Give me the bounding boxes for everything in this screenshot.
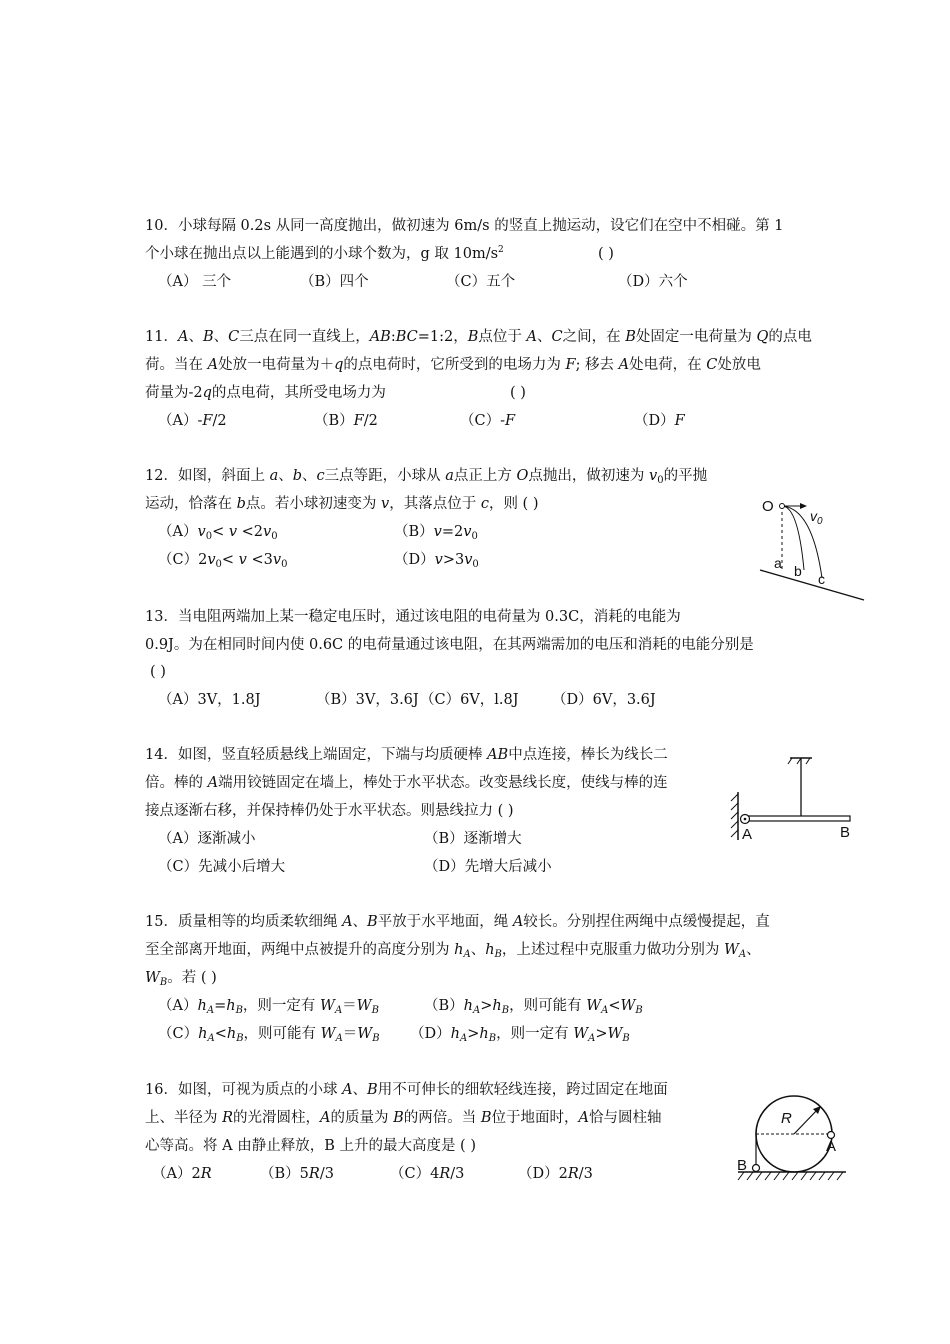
text-segment: Q: [756, 329, 769, 345]
q11-option-c: [460, 411, 515, 431]
text-segment: AB: [487, 747, 509, 763]
text-segment: h: [226, 998, 236, 1014]
text-segment: h: [450, 1026, 460, 1042]
q13-line-1: 13．当电阻两端加上某一稳定电压时，通过该电阻的电荷量为 0.3C，消耗的电能为: [145, 609, 681, 625]
text-segment: B: [494, 949, 502, 960]
text-segment: R: [200, 1166, 212, 1182]
text-segment: q: [202, 385, 212, 401]
q16-option-b: [260, 1164, 334, 1184]
text-segment: A: [601, 1005, 609, 1016]
text-segment: B: [393, 1110, 404, 1126]
text-segment: B: [367, 1082, 378, 1098]
label-a: a: [774, 555, 782, 571]
velocity-arrowhead: [800, 503, 807, 509]
q12-line-2: [145, 494, 539, 514]
text-segment: 0: [281, 559, 288, 570]
text-segment: 0: [271, 531, 278, 542]
text-segment: A: [459, 1033, 468, 1044]
text-segment: 12．如图，斜面上: [145, 468, 270, 484]
text-segment: 点。若小球初速变为: [245, 496, 382, 512]
q10-line-2-text: 个小球在抛出点以上能遇到的小球个数为，g 取 10m/s: [145, 246, 499, 262]
text-segment: 的点电: [768, 329, 812, 345]
text-segment: A: [526, 329, 538, 345]
q10-line-2-sup: 2: [498, 245, 504, 255]
q15-line-1: [145, 912, 770, 932]
text-segment: =1:2，: [417, 329, 468, 345]
q15-option-a: [158, 996, 379, 1016]
q15-option-c: [158, 1024, 380, 1044]
text-segment: 0: [471, 531, 478, 542]
text-segment: W: [320, 1026, 336, 1042]
q11-line-1: [145, 327, 812, 347]
text-segment: W: [724, 942, 739, 958]
text-segment: B: [622, 1033, 630, 1044]
text-segment: h: [485, 942, 495, 958]
text-segment: ＝: [342, 998, 357, 1014]
text-segment: v: [649, 468, 658, 484]
wall-hatch-4: [731, 821, 738, 828]
text-segment: W: [573, 1026, 589, 1042]
text-segment: >3: [442, 552, 465, 568]
text-segment: B: [367, 914, 378, 930]
text-segment: B: [480, 1110, 492, 1126]
label-o: O: [762, 498, 774, 515]
text-segment: （A）: [158, 524, 198, 540]
text-segment: v: [381, 496, 390, 512]
q13-option-d: （D）6V，3.6J: [552, 692, 656, 708]
label-r: R: [781, 1110, 792, 1127]
text-segment: B: [236, 1033, 244, 1044]
text-segment: a: [269, 468, 279, 484]
text-segment: A: [207, 775, 219, 791]
text-segment: ，上述过程中克服重力做功分别为: [501, 942, 724, 958]
ceiling-hatch-3: [806, 758, 810, 764]
text-segment: W: [145, 970, 160, 986]
q13-option-a: （A）3V，1.8J: [158, 692, 261, 708]
text-segment: 处放电: [717, 357, 761, 373]
text-segment: 0: [657, 475, 664, 486]
text-segment: R: [222, 1110, 234, 1126]
text-segment: v: [463, 524, 472, 540]
q14-option-a: （A）逐渐减小: [158, 831, 256, 847]
q16-option-a: [152, 1164, 212, 1184]
q12-incline-figure: [752, 490, 872, 605]
text-segment: F: [202, 413, 213, 429]
text-segment: B: [488, 1033, 497, 1044]
q12-option-d: [394, 550, 479, 570]
q12-option-c: [158, 550, 287, 570]
text-segment: <3: [246, 552, 273, 568]
text-segment: （D）: [634, 413, 675, 429]
text-segment: R: [439, 1166, 451, 1182]
q14-rod-figure: [728, 752, 858, 848]
text-segment: ，则可能有: [509, 998, 587, 1014]
text-segment: >: [467, 1026, 480, 1042]
text-segment: 、: [278, 468, 293, 484]
text-segment: 0: [472, 559, 479, 570]
text-segment: B: [501, 1005, 510, 1016]
text-segment: R: [567, 1166, 579, 1182]
text-segment: 16．如图，可视为质点的小球: [145, 1082, 343, 1098]
text-segment: 0: [215, 559, 222, 570]
q12-line-1: [145, 466, 707, 486]
text-segment: W: [357, 1026, 373, 1042]
text-segment: 14．如图，竖直轻质悬线上端固定，下端与均质硬棒: [145, 747, 488, 763]
text-segment: v: [272, 552, 282, 568]
q14-line-2: [145, 773, 668, 793]
text-segment: :: [390, 329, 396, 345]
wall-hatch-3: [731, 812, 738, 819]
text-segment: 恰与圆柱轴: [589, 1110, 662, 1126]
text-segment: 15．质量相等的均质柔软细绳: [145, 914, 343, 930]
text-segment: （C）-: [460, 413, 505, 429]
text-segment: 的点电荷，其所受电场力为: [211, 385, 386, 401]
text-segment: <: [214, 1026, 227, 1042]
text-segment: B: [635, 1005, 643, 1016]
text-segment: 的平抛: [663, 468, 708, 484]
label-b: b: [794, 563, 802, 579]
wall-hatch-5: [731, 830, 738, 837]
text-segment: 三点等距，小球从: [324, 468, 446, 484]
q14-option-d: （D）先增大后减小: [424, 859, 552, 875]
text-segment: ; 移去: [575, 357, 619, 373]
wall-hatch-1: [731, 794, 738, 801]
text-segment: 、: [352, 914, 368, 930]
text-segment: R: [308, 1166, 320, 1182]
q15-line-2: [145, 940, 761, 960]
text-segment: A: [177, 329, 189, 345]
text-segment: 0: [205, 531, 213, 542]
text-segment: /2: [363, 413, 378, 429]
q11-line-2: [145, 355, 761, 375]
text-segment: W: [586, 998, 602, 1014]
text-segment: 、: [470, 942, 486, 958]
text-segment: 、: [746, 942, 761, 958]
text-segment: （C）4: [390, 1166, 440, 1182]
label-c: c: [818, 571, 825, 587]
q11-option-a: [158, 411, 227, 431]
q12-option-b: [394, 522, 478, 542]
text-segment: C: [228, 329, 240, 345]
q11-bracket: ( ): [510, 385, 526, 401]
rod-ab: [744, 816, 850, 821]
text-segment: A: [512, 914, 524, 930]
text-segment: A: [335, 1033, 343, 1044]
text-segment: （B）5: [260, 1166, 309, 1182]
q16-option-d: [518, 1164, 593, 1184]
text-segment: F: [565, 357, 576, 373]
text-segment: <: [608, 998, 621, 1014]
text-segment: 荷量为-2: [145, 385, 203, 401]
q14-line-3: 接点逐渐右移，并保持棒仍处于水平状态。则悬线拉力 ( ): [145, 803, 514, 819]
text-segment: 的光滑圆柱，: [233, 1110, 321, 1126]
text-segment: 中点连接，棒长为线长二: [508, 747, 668, 763]
text-segment: A: [342, 914, 353, 930]
text-segment: A: [588, 1033, 596, 1044]
wall-hatch-2: [731, 803, 738, 810]
text-segment: /3: [319, 1166, 334, 1182]
text-segment: 倍。棒的: [145, 775, 208, 791]
text-segment: O: [516, 468, 529, 484]
text-segment: ，其落点位于: [389, 496, 481, 512]
text-segment: >: [480, 998, 493, 1014]
hinge-a-dot: [744, 818, 747, 821]
text-segment: 处电荷，在: [629, 357, 707, 373]
text-segment: F: [353, 413, 364, 429]
text-segment: A: [320, 1110, 331, 1126]
text-segment: b: [292, 468, 303, 484]
q16-line-3: 心等高。将 A 由静止释放，B 上升的最大高度是 ( ): [145, 1138, 476, 1154]
text-segment: （C）2: [158, 552, 208, 568]
text-segment: （B）: [424, 998, 464, 1014]
text-segment: <2: [237, 524, 264, 540]
text-segment: A: [578, 1110, 590, 1126]
text-segment: 运动，恰落在: [145, 496, 237, 512]
text-segment: （C）: [158, 1026, 199, 1042]
text-segment: F: [505, 413, 516, 429]
text-segment: （B）: [394, 524, 434, 540]
radius-arrow: [794, 1108, 819, 1134]
text-segment: A: [618, 357, 630, 373]
text-segment: ，则可能有: [243, 1026, 321, 1042]
text-segment: q: [334, 357, 344, 373]
text-segment: B: [371, 1005, 379, 1016]
q13-option-b: （B）3V，3.6J: [316, 692, 419, 708]
text-segment: 平放于水平地面，绳: [377, 914, 513, 930]
text-segment: 较长。分别捏住两绳中点缓慢提起，直: [523, 914, 770, 930]
text-segment: 处放一电荷量为＋: [218, 357, 335, 373]
text-segment: ，则 ( ): [488, 496, 539, 512]
q15-line-3: [145, 968, 217, 988]
text-segment: h: [463, 998, 473, 1014]
text-segment: c: [316, 468, 325, 484]
q10-bracket: ( ): [598, 246, 614, 262]
q11-option-d: [634, 411, 685, 431]
text-segment: （D）: [394, 552, 435, 568]
q13-option-c: （C）6V，l.8J: [420, 692, 519, 708]
text-segment: 位于地面时，: [491, 1110, 579, 1126]
text-segment: h: [479, 1026, 489, 1042]
text-segment: /3: [450, 1166, 465, 1182]
text-segment: （A）-: [158, 413, 203, 429]
text-segment: A: [342, 1082, 353, 1098]
text-segment: 、: [352, 1082, 368, 1098]
text-segment: B: [159, 977, 168, 988]
text-segment: C: [551, 329, 563, 345]
text-segment: 处固定一电荷量为: [635, 329, 757, 345]
text-segment: 、: [213, 329, 229, 345]
q14-option-b: （B）逐渐增大: [424, 831, 522, 847]
q10-line-2: [145, 244, 504, 264]
text-segment: A: [207, 1033, 215, 1044]
text-segment: 、: [188, 329, 203, 345]
text-segment: W: [607, 1026, 623, 1042]
text-segment: v: [197, 524, 206, 540]
q11-option-b: [314, 411, 378, 431]
text-segment: W: [620, 998, 636, 1014]
text-segment: W: [320, 998, 335, 1014]
text-segment: 的两倍。当: [403, 1110, 481, 1126]
q15-option-d: [410, 1024, 630, 1044]
text-segment: 端用铰链固定在墙上，棒处于水平状态。改变悬线长度，使线与棒的连: [218, 775, 668, 791]
q13-line-2: 0.9J。为在相同时间内使 0.6C 的电荷量通过该电阻，在其两端需加的电压和消耗的电能分别是: [145, 637, 754, 653]
text-segment: h: [492, 998, 502, 1014]
text-segment: 的质量为: [330, 1110, 394, 1126]
text-segment: v: [433, 524, 442, 540]
label-a: A: [742, 826, 753, 843]
text-segment: BC: [395, 329, 418, 345]
text-segment: （B）: [314, 413, 354, 429]
text-segment: h: [226, 1026, 237, 1042]
text-segment: a: [445, 468, 454, 484]
text-segment: W: [356, 998, 372, 1014]
q16-cylinder-figure: [734, 1088, 850, 1184]
text-segment: B: [372, 1033, 380, 1044]
text-segment: 11．: [145, 329, 178, 345]
text-segment: <: [221, 552, 239, 568]
text-segment: h: [197, 998, 207, 1014]
q10-option-d: （D）六个: [618, 274, 688, 290]
q13-line-3: ( ): [150, 664, 166, 680]
q16-line-1: [145, 1080, 668, 1100]
text-segment: AB: [369, 329, 391, 345]
text-segment: v: [434, 552, 443, 568]
text-segment: v: [228, 524, 238, 540]
text-segment: 点正上方: [453, 468, 517, 484]
text-segment: 的点电荷时，它所受到的电场力为: [343, 357, 566, 373]
label-b: B: [737, 1157, 748, 1174]
q10-line-1: 10．小球每隔 0.2s 从同一高度抛出，做初速为 6m/s 的竖直上抛运动，设它们在空中不相碰。第 1: [145, 218, 784, 234]
text-segment: <: [212, 524, 229, 540]
text-segment: v: [238, 552, 247, 568]
text-segment: B: [625, 329, 636, 345]
text-segment: h: [198, 1026, 208, 1042]
q12-option-a: [158, 522, 278, 542]
text-segment: ，则一定有: [242, 998, 321, 1014]
text-segment: /3: [578, 1166, 593, 1182]
text-segment: （A）: [158, 998, 198, 1014]
text-segment: ＝: [342, 1026, 358, 1042]
text-segment: c: [480, 496, 489, 512]
text-segment: v: [263, 524, 272, 540]
text-segment: A: [738, 949, 747, 960]
text-segment: 。若 ( ): [167, 970, 217, 986]
text-segment: 荷。当在: [145, 357, 208, 373]
text-segment: F: [674, 413, 685, 429]
text-segment: 上、半径为: [145, 1110, 223, 1126]
text-segment: 之间，在: [562, 329, 626, 345]
text-segment: （A）2: [152, 1166, 201, 1182]
label-v0: [810, 508, 823, 527]
q16-line-2: [145, 1108, 662, 1128]
q14-line-1: [145, 745, 668, 765]
text-segment: （D）2: [518, 1166, 568, 1182]
ceiling-hatch-1: [788, 758, 792, 764]
label-b: B: [840, 824, 851, 841]
text-segment: /2: [212, 413, 227, 429]
q14-option-c: （C）先减小后增大: [158, 859, 286, 875]
text-segment: 点位于: [478, 329, 527, 345]
text-segment: A: [463, 949, 471, 960]
incline-line: [760, 570, 864, 600]
text-segment: C: [706, 357, 718, 373]
label-v-sub: 0: [817, 516, 823, 527]
text-segment: >: [595, 1026, 608, 1042]
text-segment: ，则一定有: [496, 1026, 574, 1042]
text-segment: A: [334, 1005, 343, 1016]
text-segment: 、: [537, 329, 552, 345]
text-segment: h: [454, 942, 464, 958]
q10-option-c: （C）五个: [446, 274, 516, 290]
text-segment: （D）: [410, 1026, 451, 1042]
text-segment: A: [207, 357, 219, 373]
text-segment: A: [206, 1005, 215, 1016]
q10-option-a: （A） 三个: [158, 274, 232, 290]
text-segment: 三点在同一直线上，: [239, 329, 370, 345]
ground-hatch: [738, 1172, 843, 1180]
label-a: A: [826, 1138, 837, 1155]
q16-option-c: [390, 1164, 464, 1184]
q11-line-3: [145, 383, 386, 403]
q15-option-b: [424, 996, 643, 1016]
label-v: v: [810, 508, 817, 524]
q10-option-b: （B）四个: [300, 274, 369, 290]
ball-o: [780, 504, 785, 509]
text-segment: 、: [302, 468, 317, 484]
text-segment: 至全部离开地面，两绳中点被提升的高度分别为: [145, 942, 455, 958]
text-segment: v: [207, 552, 216, 568]
text-segment: B: [202, 329, 214, 345]
text-segment: =2: [441, 524, 464, 540]
text-segment: B: [467, 329, 479, 345]
text-segment: B: [235, 1005, 243, 1016]
text-segment: v: [464, 552, 473, 568]
text-segment: 点抛出，做初速为: [528, 468, 650, 484]
ball-b: [753, 1165, 760, 1172]
text-segment: b: [236, 496, 246, 512]
text-segment: 用不可伸长的细软轻线连接，跨过固定在地面: [377, 1082, 668, 1098]
text-segment: A: [473, 1005, 481, 1016]
text-segment: =: [214, 998, 227, 1014]
